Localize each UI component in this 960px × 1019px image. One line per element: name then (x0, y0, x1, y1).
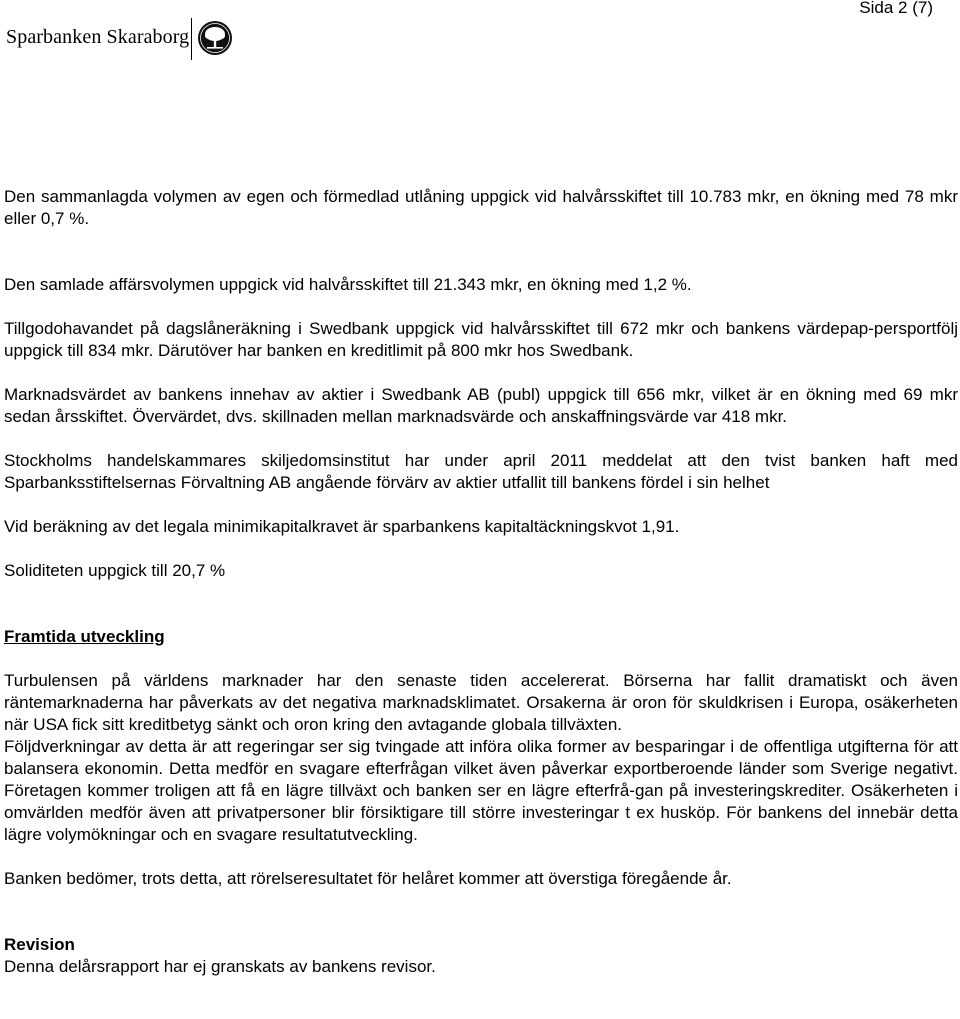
paragraph-market-value: Marknadsvärdet av bankens innehav av aktier i Swedbank AB (publ) uppgick till 656 mkr, vilket är en ökning med 69 mkr sedan årsskiftet. Övervärdet, dvs. skillnaden mellan marknadsvärde och anskaffningsvärde var 418 mkr. (4, 385, 958, 426)
oak-tree-seal-icon (197, 20, 233, 56)
bank-logo-text: Sparbanken Skaraborg (6, 26, 190, 48)
paragraph-solidity: Soliditeten uppgick till 20,7 % (4, 561, 226, 580)
paragraph-arbitration: Stockholms handelskammares skiljedomsinstitut har under april 2011 meddelat att den tvist banken haft med Sparbanksstiftelsernas Förvaltning AB angående förvärv av aktier utfallit till bankens fördel i sin helhet (4, 451, 958, 492)
heading-future-development: Framtida utveckling (4, 627, 165, 646)
heading-revision: Revision (4, 935, 75, 954)
paragraph-lending-volume: Den sammanlagda volymen av egen och förmedlad utlåning uppgick vid halvårsskiftet till 10.783 mkr, en ökning med 78 mkr eller 0,7 %. (4, 187, 958, 228)
report-body (4, 186, 958, 978)
paragraph-market-turbulence: Turbulensen på världens marknader har den senaste tiden accelererat. Börserna har fallit dramatiskt och även räntemarknaderna har påverkats av det negativa marknadsklimatet. Orsakerna är oron för skuldkrisen i Europa, osäkerheten när USA fick sitt kreditbetyg sänkt och oron kring den avtagande globala tillväxten. (4, 671, 958, 734)
paragraph-overnight-deposits: Tillgodohavandet på dagslåneräkning i Swedbank uppgick vid halvårsskiftet till 672 mkr och bankens värdepap-persportfölj uppgick till 834 mkr. Därutöver har banken en kreditlimit på 800 mkr hos Swedbank. (4, 319, 958, 360)
paragraph-revision-note: Denna delårsrapport har ej granskats av bankens revisor. (4, 957, 436, 976)
paragraph-business-volume: Den samlade affärsvolymen uppgick vid halvårsskiftet till 21.343 mkr, en ökning med 1,2 %. (4, 275, 692, 294)
page-header (0, 0, 960, 70)
logo-divider (191, 18, 192, 60)
paragraph-capital-ratio: Vid beräkning av det legala minimikapitalkravet är sparbankens kapitaltäckningskvot 1,91. (4, 517, 680, 536)
paragraph-consequences: Följdverkningar av detta är att regeringar ser sig tvingade att införa olika former av besparingar i de offentliga utgifterna för att balansera ekonomin. Detta medför en svagare efterfrågan vilket även påverkar exportberoende länder som Sverige negativt. Företagen kommer troligen att få en lägre tillväxt och banken ser en lägre efterfrå-gan på investeringskrediter. Osäkerheten i omvärlden medför även att privatpersoner blir försiktigare till större investeringar t ex husköp. För bankens del innebär detta lägre volymökningar och en svagare resultatutveckling. (4, 737, 958, 844)
paragraph-outlook: Banken bedömer, trots detta, att rörelseresultatet för helåret kommer att överstiga föregående år. (4, 869, 732, 888)
page-number: Sida 2 (7) (859, 0, 933, 17)
